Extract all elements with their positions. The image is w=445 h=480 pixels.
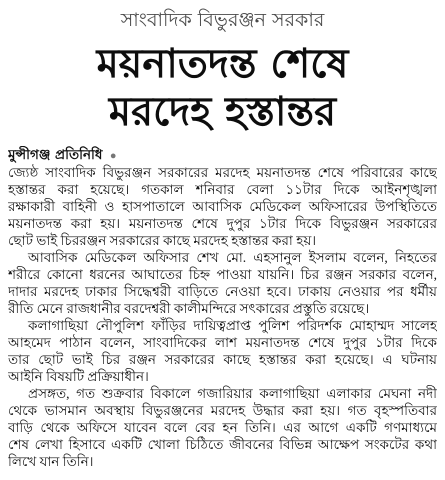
paragraph-line: বাড়ি থেকে অফিসে যাবেন বলে বের হন তিনি। এর আগে একটি গণমাধ্যমে bbox=[8, 420, 437, 435]
paragraph-line: কলাগাছিয়া নৌপুলিশ ফাঁড়ির দায়িত্বপ্রাপ্ত পুলিশ পরিদর্শক মোহাম্মদ সালেহ bbox=[28, 318, 437, 333]
paragraph-line: শেষ লেখা হিসাবে একটি খোলা চিঠিতে জীবনের বিভিন্ন আক্ষেপ সংকটের কথা bbox=[8, 437, 437, 452]
bullet-icon: ● bbox=[109, 150, 117, 162]
paragraph-2 bbox=[8, 249, 437, 317]
article-headline bbox=[0, 40, 445, 136]
byline-text: মুন্সীগঞ্জ প্রতিনিধি bbox=[8, 147, 103, 163]
headline-line-1: ময়নাতদন্ত শেষে bbox=[96, 41, 349, 87]
paragraph-line: তার ছোট ভাই চির রঞ্জন সরকারের কাছে হস্তান্তর করা হয়েছে। এ ঘটনায় bbox=[8, 352, 437, 367]
paragraph-line: হস্তান্তর করা হয়েছে। গতকাল শনিবার বেলা ১১টার দিকে আইনশৃঙ্খলা bbox=[8, 182, 437, 197]
paragraph-line: শরীরে কোনো ধরনের আঘাতের চিহ্ন পাওয়া যায়নি। চির রঞ্জন সরকার বলেন, bbox=[8, 267, 437, 282]
paragraph-line: আহমেদ পাঠান বলেন, সাংবাদিকের লাশ ময়নাতদন্ত শেষে দুপুর ১টার দিকে bbox=[8, 335, 437, 350]
paragraph-line: দাদার মরদেহ ঢাকার সিদ্ধেশ্বরী বাড়িতে নেওয়া হবে। ঢাকায় নেওয়ার পর ধর্মীয় bbox=[8, 284, 437, 299]
paragraph-line: ছোট ভাই চিররঞ্জন সরকারের কাছে মরদেহ হস্তান্তর করা হয়। bbox=[8, 233, 317, 248]
paragraph-3 bbox=[8, 317, 437, 385]
paragraph-line: আবাসিক মেডিকেল অফিসার শেখ মো. এহসানুল ইসলাম বলেন, নিহতের bbox=[28, 250, 437, 265]
paragraph-line: লিখে যান তিনি। bbox=[8, 454, 94, 469]
paragraph-line: জ্যেষ্ঠ সাংবাদিক বিভুরঞ্জন সরকারের মরদেহ ময়নাতদন্ত শেষে পরিবারের কাছে bbox=[8, 165, 437, 180]
paragraph-line: রীতি মেনে রাজধানীর বরদেশ্বরী কালীমন্দিরে সৎকারের প্রস্তুতি রয়েছে। bbox=[8, 301, 370, 316]
paragraph-4 bbox=[8, 385, 437, 470]
article-kicker: সাংবাদিক বিভুরঞ্জন সরকার bbox=[120, 9, 325, 31]
paragraph-line: আইনি বিষয়টি প্রক্রিয়াধীন। bbox=[8, 369, 149, 384]
paragraph-1 bbox=[8, 164, 437, 249]
paragraph-line: থেকে ভাসমান অবস্থায় বিভুরঞ্জনের মরদেহ উদ্ধার করা হয়। গত বৃহস্পতিবার bbox=[8, 403, 437, 418]
byline bbox=[8, 146, 437, 163]
article-body bbox=[8, 164, 437, 474]
headline-line-2: মরদেহ হস্তান্তর bbox=[108, 89, 337, 135]
paragraph-line: প্রসঙ্গত, গত শুক্রবার বিকালে গজারিয়ার কলাগাছিয়া এলাকার মেঘনা নদী bbox=[28, 386, 437, 401]
paragraph-line: ময়নাতদন্ত করা হয়। ময়নাতদন্ত শেষে দুপুর ১টার দিকে বিভুরঞ্জন সরকারের bbox=[8, 216, 437, 231]
paragraph-line: রক্ষাকারী বাহিনী ও হাসপাতালে আবাসিক মেডিকেল অফিসারের উপস্থিতিতে bbox=[8, 199, 437, 214]
